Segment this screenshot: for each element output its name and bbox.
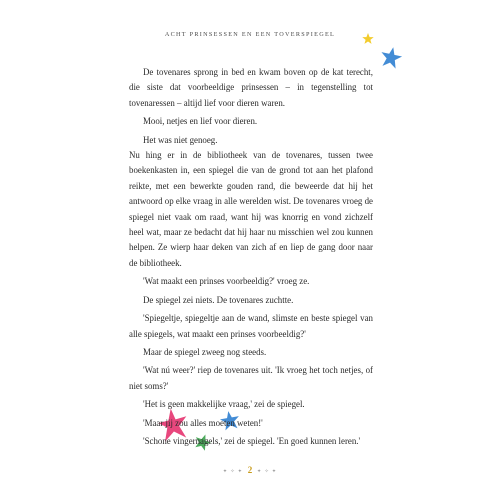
paragraph: 'Wat nú weer?' riep de tovenares uit. 'Ik vroeg het toch netjes, of niet soms?' — [129, 365, 373, 391]
paragraph: Mooi, netjes en lief voor dieren. — [143, 116, 258, 127]
paragraph: Maar de spiegel zweeg nog steeds. — [143, 346, 267, 357]
paragraph: De spiegel zei niets. De tovenares zuchtte. — [143, 294, 294, 305]
body-text — [129, 65, 373, 449]
paragraph: 'Maar jij zou alles moeten weten!' — [143, 417, 263, 428]
paragraph: De tovenares sprong in bed en kwam boven op de kat terecht, die siste dat voorbeeldige prinsessen – in tegenstelling tot tovenaressen – altijd lief voor dieren waren. — [129, 67, 373, 108]
page-footer — [0, 465, 500, 475]
paragraph: Nu hing er in de bibliotheek van de tovenares, tussen twee boekenkasten in, een spiegel die van de grond tot aan het plafond reikte, met een bewerkte gouden rand, die beweerde dat hij het antwoord op elke vraag in alle werelden wist. De tovenares vroeg de spiegel niet vaak om raad, want hij was knorrig en vond zichzelf heel wat, maar ze bedacht dat hij haar nu misschien wel zou kunnen helpen. Ze wierp haar deken van zich af en liep de gang door naar de bibliotheek. — [129, 150, 373, 268]
star-small-yellow-icon — [362, 33, 374, 45]
paragraph: 'Spiegeltje, spiegeltje aan de wand, slimste en beste spiegel van alle spiegels, wat maakt een prinses voorbeeldig?' — [129, 313, 373, 339]
page-number: 2 — [247, 465, 253, 475]
paragraph: 'Wat maakt een prinses voorbeeldig?' vroeg ze. — [143, 276, 310, 287]
paragraph: 'Het is geen makkelijke vraag,' zei de spiegel. — [143, 399, 305, 410]
paragraph: Het was niet genoeg. — [143, 134, 218, 145]
star-blue-icon — [380, 47, 402, 69]
running-head: ACHT PRINSESSEN EN EEN TOVERSPIEGEL — [164, 31, 336, 38]
ornament-right-icon: ✦ ✧ ✦ — [257, 469, 278, 475]
ornament-left-icon: ✦ ✧ ✦ — [222, 469, 243, 475]
paragraph: 'Schone vingernagels,' zei de spiegel. 'En goed kunnen leren.' — [143, 435, 361, 446]
